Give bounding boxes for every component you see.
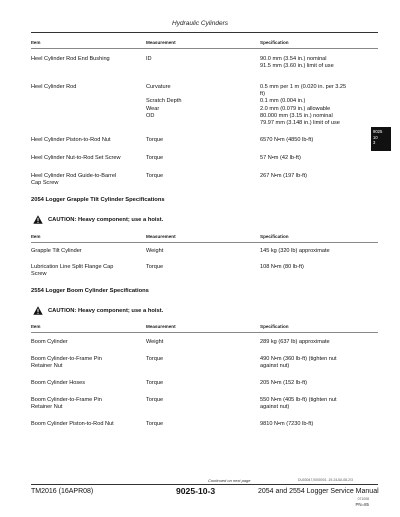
table-row-specification: 9810 N•m (7230 lb-ft) [260,421,314,427]
caution-text: CAUTION: Heavy component; use a hoist. [48,308,164,314]
manual-id: TM2016 (16APR08) [31,488,94,495]
footer-small-code: 071008 [357,497,369,501]
table-row-measurement: Torque [146,397,164,403]
section-tab-line: 9025 [373,129,383,134]
table-row-item: Boom Cylinder-to-Frame Pin Retainer Nut [31,356,102,370]
table-row-measurement: Curvature Scratch Depth Wear OD [146,84,182,119]
table-header-rule [31,332,378,333]
column-header-specification: Specification [260,40,289,45]
warning-icon [33,306,43,315]
continued-note: Continued on next page [208,478,251,483]
warning-icon [33,215,43,224]
table-row-specification: 490 N•m (360 lb-ft) (tighten nut against nut) [260,356,337,370]
section-tab [371,127,391,151]
section-title: 2554 Logger Boom Cylinder Specifications [31,288,149,294]
table-row-measurement: Torque [146,356,164,362]
column-header-measurement: Measurement [146,234,176,239]
header-rule [31,32,378,33]
section-tab-line: 10 [373,134,378,140]
column-header-specification: Specification [260,324,289,329]
table-row-specification: 6570 N•m (4850 lb-ft) [260,137,314,143]
table-row-item: Heel Cylinder Rod End Bushing [31,56,110,62]
table-row-measurement: Torque [146,380,164,386]
section-tab-line: 3 [373,140,376,146]
table-row-measurement: Torque [146,155,164,161]
table-row-measurement: Weight [146,248,164,254]
table-row-specification: 0.5 mm per 1 m (0.020 in. per 3.25 ft) 0.1 mm (0.004 in.) 2.0 mm (0.079 in.) allowable 80.000 mm (3.15 in.) nominal 79.97 mm (3.148 in.) limit of use [260,84,347,127]
table-row-measurement: Weight [146,339,164,345]
table-row-item: Heel Cylinder Nut-to-Rod Set Screw [31,155,121,161]
caution-text: CAUTION: Heavy component; use a hoist. [48,217,164,223]
table-row-item: Boom Cylinder Piston-to-Rod Nut [31,421,114,427]
table-row-item: Heel Cylinder Rod Guide-to-Barrel Cap Screw [31,173,117,187]
table-row-item: Lubrication Line Split Flange Cap Screw [31,264,114,278]
table-row-specification: 90.0 mm (3.54 in.) nominal 91.5 mm (3.60 in.) limit of use [260,56,334,70]
table-row-measurement: Torque [146,421,164,427]
footer-rule [31,484,378,485]
table-row-measurement: ID [146,56,152,62]
column-header-measurement: Measurement [146,324,176,329]
manual-title: 2054 and 2554 Logger Service Manual [258,488,379,495]
table-row-specification: 550 N•m (405 lb-ft) (tighten nut against nut) [260,397,337,411]
table-row-specification: 108 N•m (80 lb-ft) [260,264,304,270]
page-title: Hydraulic Cylinders [172,20,228,27]
table-row-specification: 267 N•m (197 lb-ft) [260,173,308,179]
table-row-measurement: Torque [146,137,164,143]
table-row-item: Heel Cylinder Rod [31,84,77,90]
table-row-item: Heel Cylinder Piston-to-Rod Nut [31,137,111,143]
table-row-specification: 145 kg (320 lb) approximate [260,248,330,254]
document-code: DU03047,0000001 -19-24JUL08-2/3 [298,478,353,482]
table-header-rule [31,48,378,49]
pn-number: PN=85 [355,502,369,507]
table-row-measurement: Torque [146,264,164,270]
column-header-measurement: Measurement [146,40,176,45]
page-number: 9025-10-3 [176,486,216,496]
table-row-specification: 289 kg (637 lb) approximate [260,339,330,345]
section-title: 2054 Logger Grapple Tilt Cylinder Specifications [31,197,165,203]
column-header-specification: Specification [260,234,289,239]
table-row-item: Grapple Tilt Cylinder [31,248,82,254]
table-row-item: Boom Cylinder [31,339,68,345]
table-row-specification: 57 N•m (42 lb-ft) [260,155,301,161]
table-row-item: Boom Cylinder Hoses [31,380,86,386]
column-header-item: Item [31,234,41,239]
table-row-item: Boom Cylinder-to-Frame Pin Retainer Nut [31,397,102,411]
column-header-item: Item [31,324,41,329]
table-row-measurement: Torque [146,173,164,179]
table-row-specification: 205 N•m (152 lb-ft) [260,380,308,386]
column-header-item: Item [31,40,41,45]
table-header-rule [31,242,378,243]
